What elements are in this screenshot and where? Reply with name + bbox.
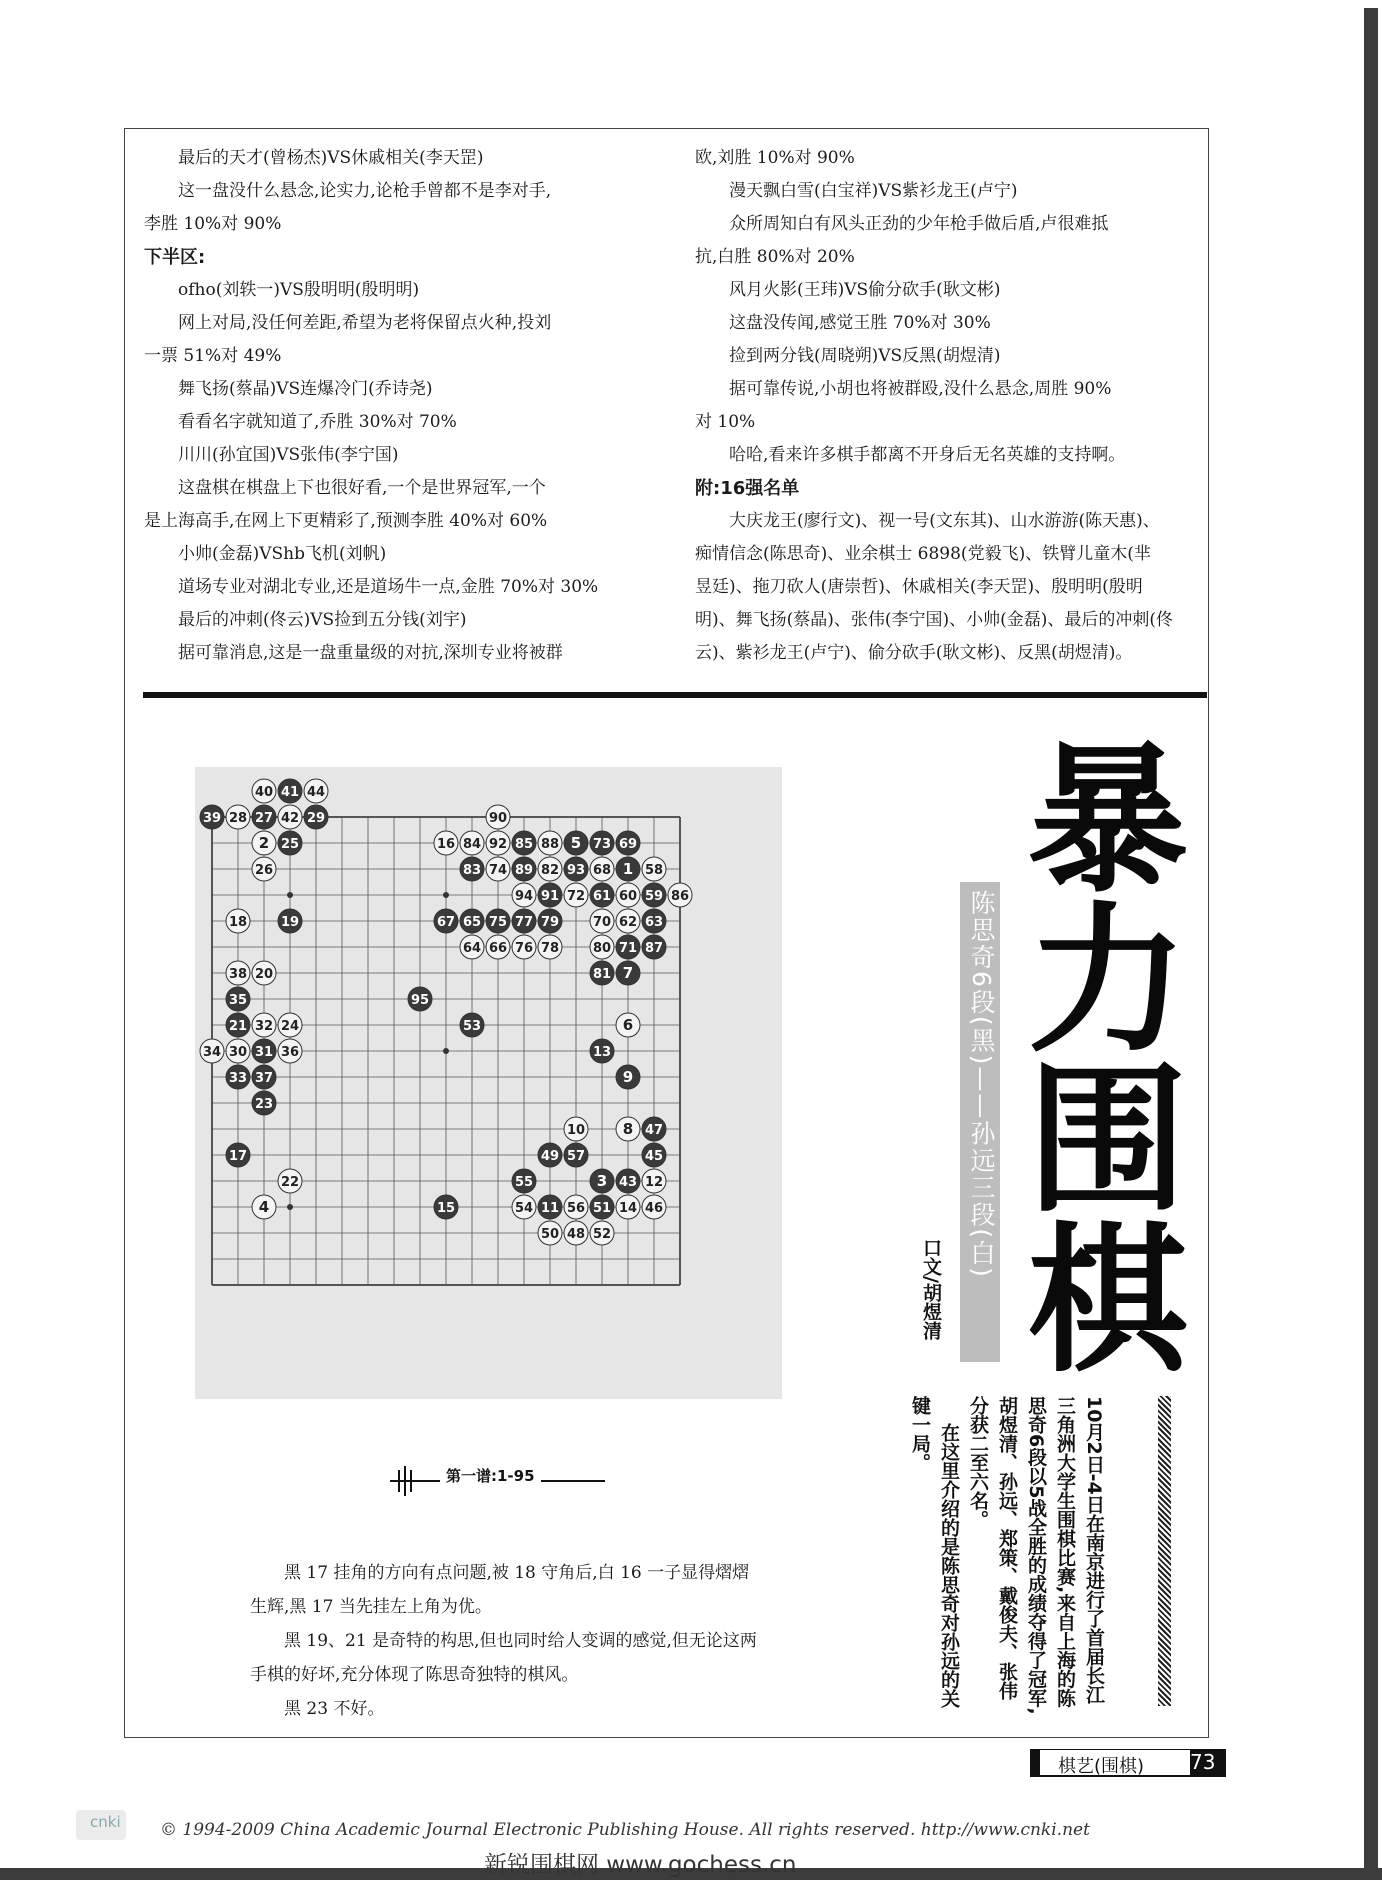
commentary-paragraph: 黑 19、21 是奇特的构思,但也同时给人变调的感觉,但无论这两手棋的好坏,充分体现了陈思奇独特的棋风。 xyxy=(250,1631,757,1685)
star-point xyxy=(287,1204,293,1210)
section-divider xyxy=(143,692,1207,698)
journal-name: 棋艺(围棋) xyxy=(1058,1756,1145,1777)
text-line: 最后的天才(曾杨杰)VS休戚相关(李天罡) xyxy=(178,148,484,168)
caption-tick xyxy=(410,1470,412,1492)
text-line: 对 10% xyxy=(695,412,756,432)
move-number: 72 xyxy=(566,889,586,904)
move-number: 43 xyxy=(618,1175,638,1190)
byline: 口文/胡煜清 xyxy=(920,1238,942,1340)
move-number: 15 xyxy=(436,1201,456,1216)
move-number: 41 xyxy=(280,785,300,800)
move-number: 29 xyxy=(306,811,326,826)
text-line: 这一盘没什么悬念,论实力,论枪手曾都不是李对手, xyxy=(178,181,552,201)
move-number: 56 xyxy=(566,1201,586,1216)
caption-text: 第一谱:1-95 xyxy=(440,1465,541,1486)
diagram-caption xyxy=(390,1460,605,1500)
move-number: 69 xyxy=(618,837,638,852)
move-number: 8 xyxy=(622,1120,634,1138)
move-number: 61 xyxy=(592,889,612,904)
move-number: 82 xyxy=(540,863,560,878)
move-number: 63 xyxy=(644,915,664,930)
move-number: 11 xyxy=(540,1201,560,1216)
move-number: 44 xyxy=(306,785,326,800)
move-number: 20 xyxy=(254,967,274,982)
text-line: 李胜 10%对 90% xyxy=(144,214,282,234)
move-number: 88 xyxy=(540,837,560,852)
move-number: 7 xyxy=(622,964,634,982)
move-number: 4 xyxy=(258,1198,270,1216)
move-number: 48 xyxy=(566,1227,586,1242)
move-number: 52 xyxy=(592,1227,612,1242)
move-number: 53 xyxy=(462,1019,482,1034)
go-board-svg xyxy=(195,767,782,1399)
move-number: 92 xyxy=(488,837,508,852)
move-number: 40 xyxy=(254,785,274,800)
move-number: 35 xyxy=(228,993,248,1008)
text-line: 川川(孙宜国)VS张伟(李宁国) xyxy=(178,445,399,465)
move-number: 81 xyxy=(592,967,612,982)
move-number: 75 xyxy=(488,915,508,930)
game-commentary xyxy=(250,1556,760,1726)
move-number: 13 xyxy=(592,1045,612,1060)
title-char: 力 xyxy=(1027,886,1188,1074)
move-number: 47 xyxy=(644,1123,664,1138)
journal-footer xyxy=(1030,1749,1226,1777)
text-line: 看看名字就知道了,乔胜 30%对 70% xyxy=(178,412,457,432)
section-heading: 下半区: xyxy=(144,247,206,268)
title-char: 暴 xyxy=(1027,726,1188,914)
move-number: 33 xyxy=(228,1071,248,1086)
text-line: 据可靠传说,小胡也将被群殴,没什么悬念,周胜 90% xyxy=(729,379,1112,399)
move-number: 95 xyxy=(410,993,430,1008)
text-line: 大庆龙王(廖行文)、视一号(文东其)、山水游游(陈天惠)、 xyxy=(729,511,1160,531)
move-number: 28 xyxy=(228,811,248,826)
move-number: 37 xyxy=(254,1071,274,1086)
move-number: 73 xyxy=(592,837,612,852)
text-line: 众所周知白有风头正劲的少年枪手做后盾,卢很难抵 xyxy=(729,214,1109,234)
move-number: 90 xyxy=(488,811,508,826)
right-text-column xyxy=(695,142,1207,670)
move-number: 94 xyxy=(514,889,534,904)
text-line: 捡到两分钱(周晓朔)VS反黑(胡煜清) xyxy=(729,346,1001,366)
move-number: 9 xyxy=(622,1068,634,1086)
move-number: 1 xyxy=(622,860,634,878)
move-number: 23 xyxy=(254,1097,274,1112)
move-number: 3 xyxy=(596,1172,608,1190)
journal-label-box xyxy=(1040,1750,1190,1775)
left-text-column xyxy=(144,142,664,670)
text-line: 网上对局,没任何差距,希望为老将保留点火种,投刘 xyxy=(178,313,552,333)
caption-tick xyxy=(398,1470,400,1492)
move-number: 55 xyxy=(514,1175,534,1190)
move-number: 58 xyxy=(644,863,664,878)
move-number: 25 xyxy=(280,837,300,852)
text-line: 据可靠消息,这是一盘重量级的对抗,深圳专业将被群 xyxy=(178,643,563,663)
commentary-paragraph: 黑 23 不好。 xyxy=(284,1699,385,1719)
move-number: 22 xyxy=(280,1175,300,1190)
text-line: 云)、紫衫龙王(卢宁)、偷分砍手(耿文彬)、反黑(胡煜清)。 xyxy=(695,643,1133,663)
move-number: 45 xyxy=(644,1149,664,1164)
move-number: 89 xyxy=(514,863,534,878)
move-number: 86 xyxy=(670,889,690,904)
site-watermark: 新锐围棋网 www.gochess.cn xyxy=(484,1852,797,1878)
intro-text xyxy=(905,1396,1108,1716)
move-number: 49 xyxy=(540,1149,560,1164)
move-number: 32 xyxy=(254,1019,274,1034)
text-line: 一票 51%对 49% xyxy=(144,346,282,366)
text-line: 漫天飘白雪(白宝祥)VS紫衫龙王(卢宁) xyxy=(729,181,1018,201)
text-line: 这盘棋在棋盘上下也很好看,一个是世界冠军,一个 xyxy=(178,478,546,498)
go-board-diagram xyxy=(195,767,782,1399)
move-number: 10 xyxy=(566,1123,586,1138)
cnki-logo-text: cnki xyxy=(90,1813,121,1831)
star-point xyxy=(443,892,449,898)
move-number: 76 xyxy=(514,941,534,956)
move-number: 66 xyxy=(488,941,508,956)
move-number: 30 xyxy=(228,1045,248,1060)
intro-hatch-bar xyxy=(1158,1396,1171,1706)
move-number: 26 xyxy=(254,863,274,878)
move-number: 71 xyxy=(618,941,638,956)
text-line: 明)、舞飞扬(蔡晶)、张伟(李宁国)、小帅(金磊)、最后的冲刺(佟 xyxy=(695,610,1174,630)
text-line: 小帅(金磊)VShb飞机(刘帆) xyxy=(178,544,387,564)
move-number: 64 xyxy=(462,941,482,956)
move-number: 12 xyxy=(644,1175,664,1190)
move-number: 78 xyxy=(540,941,560,956)
move-number: 84 xyxy=(462,837,482,852)
move-number: 83 xyxy=(462,863,482,878)
move-number: 85 xyxy=(514,837,534,852)
text-line: 痴情信念(陈思奇)、业余棋士 6898(党毅飞)、铁臂儿童木(芈 xyxy=(695,544,1151,564)
move-number: 60 xyxy=(618,889,638,904)
move-number: 79 xyxy=(540,915,560,930)
caption-tick xyxy=(404,1466,406,1496)
text-line: 昱廷)、拖刀砍人(唐崇哲)、休戚相关(李天罡)、殷明明(殷明 xyxy=(695,577,1143,597)
move-number: 36 xyxy=(280,1045,300,1060)
cnki-logo xyxy=(76,1810,126,1840)
move-number: 17 xyxy=(228,1149,248,1164)
text-line: 风月火影(王玮)VS偷分砍手(耿文彬) xyxy=(729,280,1001,300)
move-number: 87 xyxy=(644,941,664,956)
move-number: 62 xyxy=(618,915,638,930)
text-line: 哈哈,看来许多棋手都离不开身后无名英雄的支持啊。 xyxy=(729,445,1126,465)
title-char: 棋 xyxy=(1027,1206,1188,1394)
commentary-paragraph: 黑 17 挂角的方向有点问题,被 18 守角后,白 16 一子显得熠熠生辉,黑 17 当先挂左上角为优。 xyxy=(250,1563,750,1617)
move-number: 74 xyxy=(488,863,508,878)
move-number: 21 xyxy=(228,1019,248,1034)
text-line: 道场专业对湖北专业,还是道场牛一点,金胜 70%对 30% xyxy=(178,577,599,597)
star-point xyxy=(443,1048,449,1054)
move-number: 68 xyxy=(592,863,612,878)
subtitle: 陈思奇6段(黑)——孙远三段(白) xyxy=(967,890,996,1279)
move-number: 16 xyxy=(436,837,456,852)
text-line: 这盘没传闻,感觉王胜 70%对 30% xyxy=(729,313,991,333)
move-number: 42 xyxy=(280,811,300,826)
move-number: 57 xyxy=(566,1149,586,1164)
move-number: 93 xyxy=(566,863,586,878)
page-shadow-right xyxy=(1364,8,1378,1880)
move-number: 19 xyxy=(280,915,300,930)
move-number: 34 xyxy=(202,1045,222,1060)
move-number: 65 xyxy=(462,915,482,930)
section-heading: 附:16强名单 xyxy=(695,478,800,499)
move-number: 31 xyxy=(254,1045,274,1060)
move-number: 2 xyxy=(258,834,270,852)
move-number: 77 xyxy=(514,915,534,930)
move-number: 50 xyxy=(540,1227,560,1242)
move-number: 24 xyxy=(280,1019,300,1034)
move-number: 51 xyxy=(592,1201,612,1216)
move-number: 46 xyxy=(644,1201,664,1216)
title-char: 围 xyxy=(1027,1046,1188,1234)
text-line: 舞飞扬(蔡晶)VS连爆冷门(乔诗尧) xyxy=(178,379,433,399)
copyright-line: © 1994-2009 China Academic Journal Electronic Publishing House. All rights reserved. http://www.cnki.net xyxy=(160,1820,1090,1840)
move-number: 27 xyxy=(254,811,274,826)
move-number: 70 xyxy=(592,915,612,930)
move-number: 91 xyxy=(540,889,560,904)
text-line: 是上海高手,在网上下更精彩了,预测李胜 40%对 60% xyxy=(144,511,548,531)
text-line: 最后的冲刺(佟云)VS捡到五分钱(刘宇) xyxy=(178,610,467,630)
move-number: 67 xyxy=(436,915,456,930)
text-line: 欧,刘胜 10%对 90% xyxy=(695,148,855,168)
move-number: 14 xyxy=(618,1201,638,1216)
move-number: 59 xyxy=(644,889,664,904)
intro-paragraph: 在这里介绍的是陈思奇对孙远的关键一局。 xyxy=(909,1396,960,1708)
move-number: 80 xyxy=(592,941,612,956)
text-line: 抗,白胜 80%对 20% xyxy=(695,247,855,267)
move-number: 39 xyxy=(202,811,222,826)
move-number: 5 xyxy=(570,834,582,852)
move-number: 6 xyxy=(622,1016,634,1034)
page-number: 73 xyxy=(1190,1750,1216,1774)
star-point xyxy=(287,892,293,898)
move-number: 18 xyxy=(228,915,248,930)
intro-paragraph: 10月2日-4日在南京进行了首届长江三角洲大学生围棋比赛,来自上海的陈思奇6段以5战全胜的成绩夺得了冠军,胡煜清、孙远、郑策、戴俊夫、张伟分获二至六名。 xyxy=(967,1396,1105,1715)
move-number: 38 xyxy=(228,967,248,982)
text-line: ofho(刘轶一)VS殷明明(殷明明) xyxy=(178,280,420,300)
move-number: 54 xyxy=(514,1201,534,1216)
